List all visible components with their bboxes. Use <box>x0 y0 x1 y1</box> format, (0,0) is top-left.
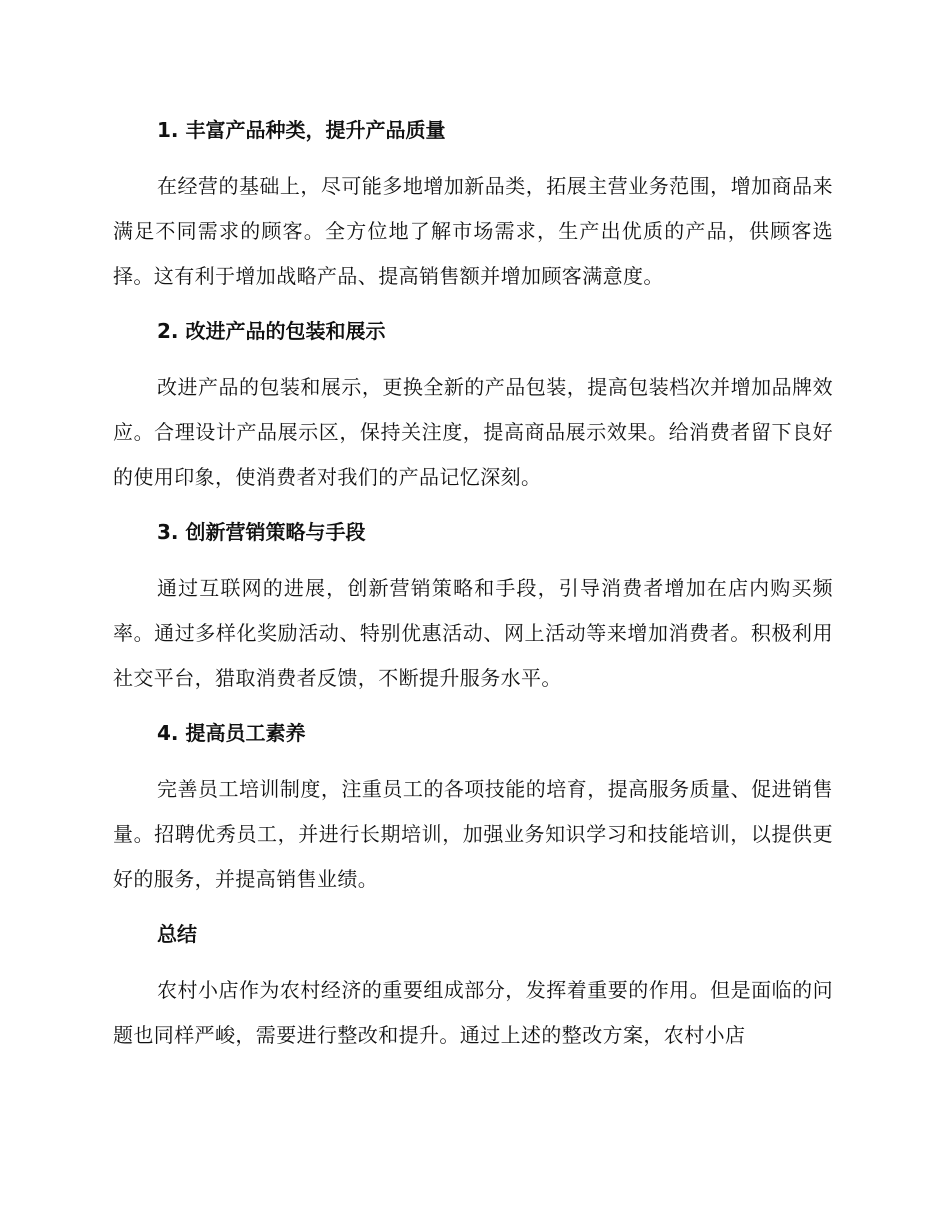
section-summary <box>113 914 833 1058</box>
section-heading: 1. 丰富产品种类，提升产品质量 <box>157 118 446 142</box>
section-enrich-products <box>113 110 833 299</box>
section-staff-quality <box>113 713 833 902</box>
document-content <box>113 110 833 1070</box>
section-heading: 3. 创新营销策略与手段 <box>157 520 366 544</box>
section-heading: 4. 提高员工素养 <box>157 721 306 745</box>
section-paragraph: 农村小店作为农村经济的重要组成部分，发挥着重要的作用。但是面临的问题也同样严峻，需要进行整改和提升。通过上述的整改方案，农村小店 <box>113 978 833 1047</box>
section-paragraph: 改进产品的包装和展示，更换全新的产品包装，提高包装档次并增加品牌效应。合理设计产品展示区，保持关注度，提高商品展示效果。给消费者留下良好的使用印象，使消费者对我们的产品记忆深刻。 <box>113 375 833 489</box>
section-packaging-display <box>113 311 833 500</box>
section-paragraph: 完善员工培训制度，注重员工的各项技能的培育，提高服务质量、促进销售量。招聘优秀员工，并进行长期培训，加强业务知识学习和技能培训，以提供更好的服务，并提高销售业绩。 <box>113 777 833 891</box>
section-heading: 总结 <box>157 922 197 946</box>
section-heading: 2. 改进产品的包装和展示 <box>157 319 386 343</box>
section-marketing-strategy <box>113 512 833 701</box>
section-paragraph: 在经营的基础上，尽可能多地增加新品类，拓展主营业务范围，增加商品来满足不同需求的顾客。全方位地了解市场需求，生产出优质的产品，供顾客选择。这有利于增加战略产品、提高销售额并增加顾客满意度。 <box>113 174 833 288</box>
section-paragraph: 通过互联网的进展，创新营销策略和手段，引导消费者增加在店内购买频率。通过多样化奖励活动、特别优惠活动、网上活动等来增加消费者。积极利用社交平台，猎取消费者反馈，不断提升服务水平。 <box>113 576 833 690</box>
